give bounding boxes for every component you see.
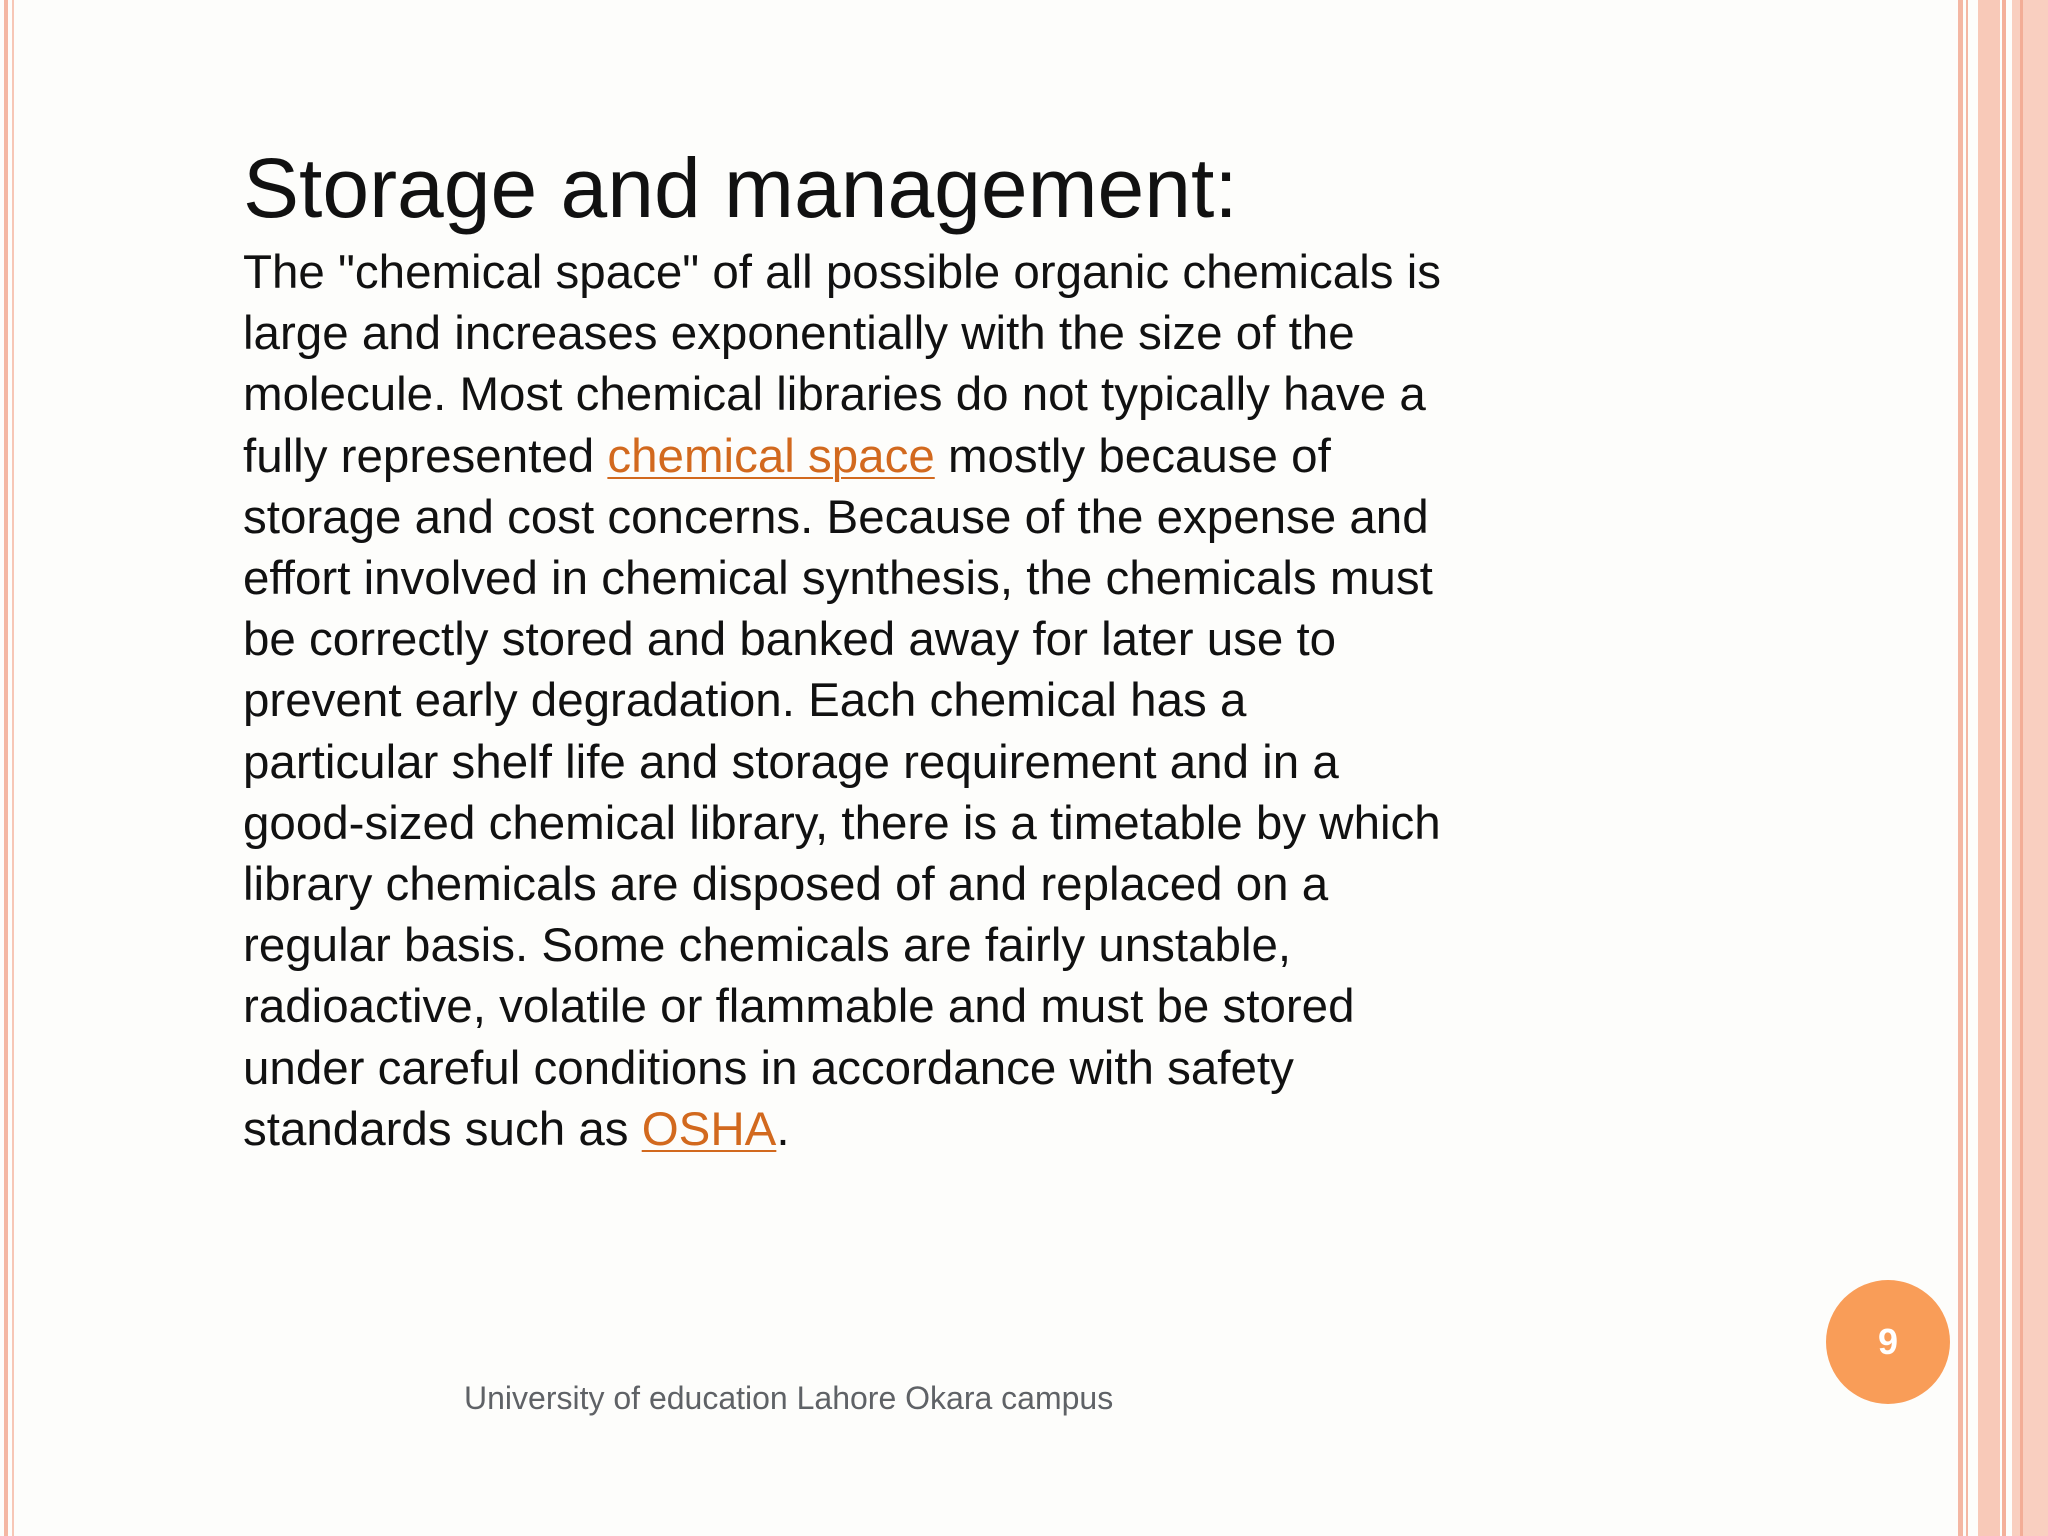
right-border-band-outer [2012,0,2048,1536]
chemical-space-link[interactable]: chemical space [607,429,935,483]
slide-title: Storage and management: [243,141,1238,235]
right-border-line-thin [1966,0,1968,1536]
slide-footer: University of education Lahore Okara campus [464,1380,1114,1416]
body-text-segment: The "chemical space" of all possible organic chemicals is large and increases exponentially with the size of the molecule. Most chemical libraries do not typically have a fully represented [243,246,1442,483]
left-border-line-inner [12,0,14,1536]
body-text-segment: mostly because of storage and cost concerns. Because of the expense and effort involved in chemical synthesis, the chemicals must be correctly stored and banked away for later use to prevent early degradation. Each chemical has a particular shelf life and storage requirement and in a good-sized chemical library, there is a timetable by which library chemicals are disposed of and replaced on a regular basis. Some chemicals are fairly unstable, radioactive, volatile or flammable and must be stored under careful conditions in accordance with safety standards such as [243,429,1441,1156]
page-number-badge [1826,1280,1950,1404]
right-border-line-middle [2002,0,2006,1536]
right-border-line-outer [2020,0,2023,1536]
page-number: 9 [1877,1321,1899,1362]
body-text-segment: . [776,1102,790,1156]
left-border-line [4,0,8,1536]
osha-link[interactable]: OSHA [641,1102,777,1156]
slide-body-paragraph [243,242,1453,1160]
right-border-band [1978,0,2000,1536]
right-border-line [1958,0,1963,1536]
